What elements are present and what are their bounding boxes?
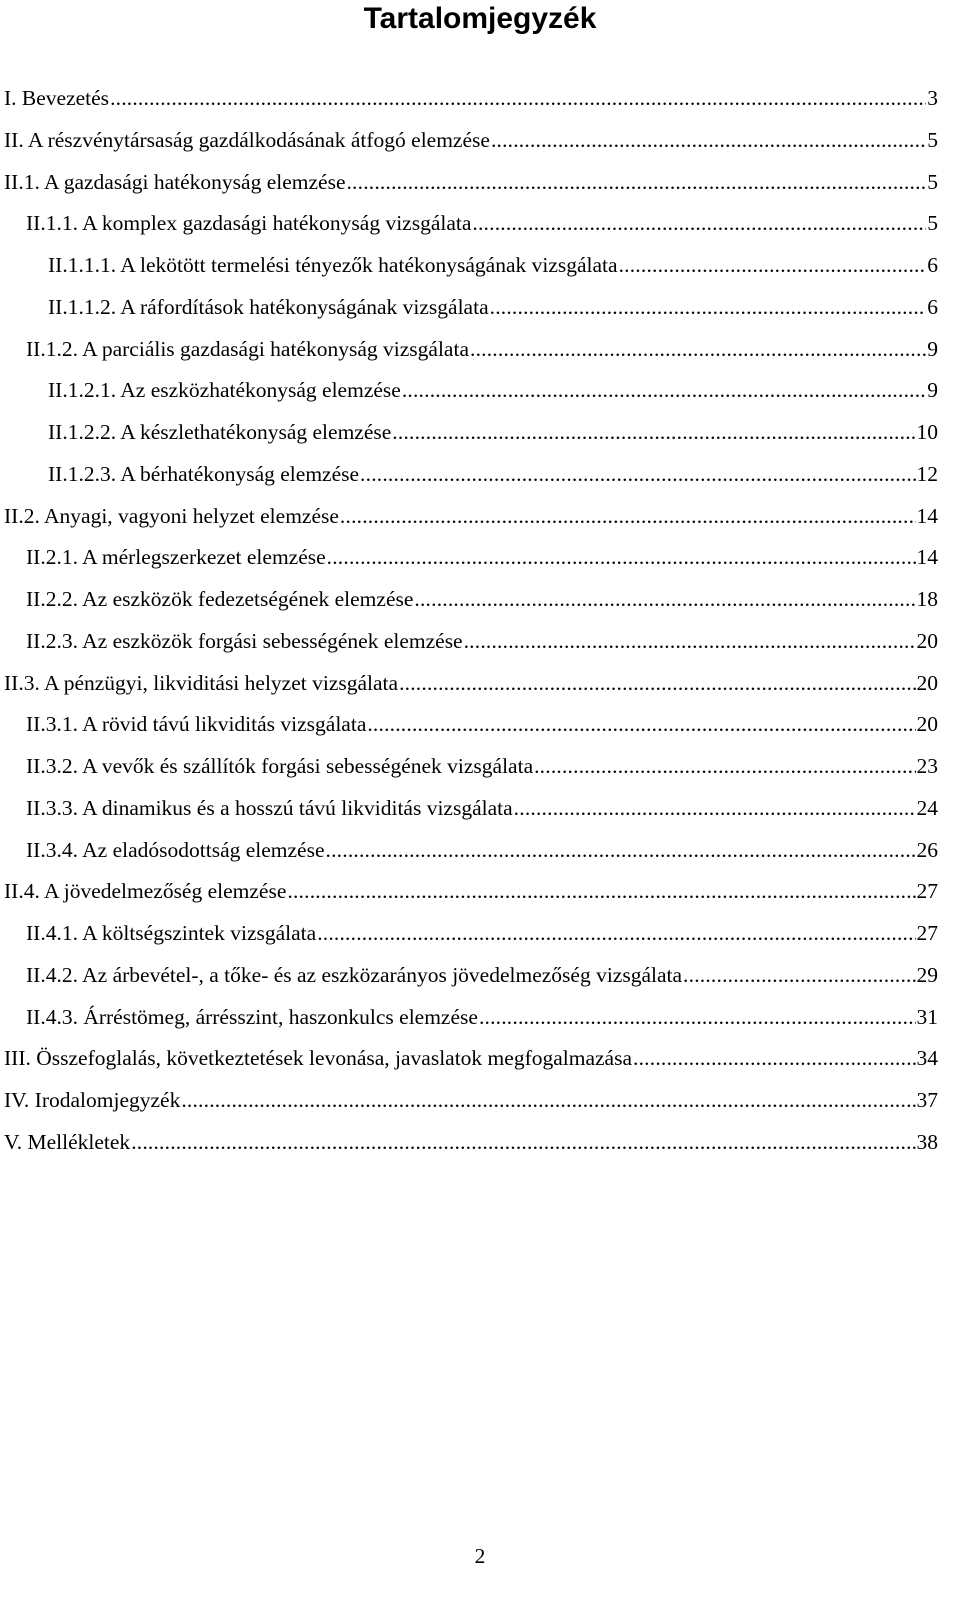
toc-entry[interactable] bbox=[4, 746, 938, 788]
toc-entry-label: V. Mellékletek bbox=[4, 1129, 131, 1154]
toc-entry-label: II.1.1.2. A ráfordítások hatékonyságának vizsgálata bbox=[48, 294, 489, 319]
toc-entry-page: 37 bbox=[916, 1088, 938, 1112]
toc-entry[interactable] bbox=[4, 663, 938, 705]
toc-entry-page: 27 bbox=[916, 879, 938, 904]
toc-entry-label: I. Bevezetés bbox=[4, 86, 110, 110]
dot-leader bbox=[479, 997, 916, 1039]
dot-leader bbox=[514, 788, 916, 830]
toc-entry-label: II.2.2. Az eszközök fedezetségének elemzése bbox=[26, 587, 414, 611]
toc-entry-page: 5 bbox=[927, 127, 938, 152]
dot-leader bbox=[534, 746, 915, 788]
toc-entry-label: III. Összefoglalás, következtetések levonása, javaslatok megfogalmazása bbox=[4, 1046, 633, 1071]
toc-entry-page: 31 bbox=[916, 1004, 938, 1029]
toc-entry-page: 29 bbox=[916, 962, 938, 987]
dot-leader bbox=[317, 913, 915, 955]
toc-entry-label: II.1.1. A komplex gazdasági hatékonyság vizsgálata bbox=[26, 211, 472, 236]
toc-entry[interactable] bbox=[4, 1080, 938, 1122]
toc-entry-label: II.3.4. Az eladósodottság elemzése bbox=[26, 837, 325, 862]
toc-entry-label: II.1.2.3. A bérhatékonyság elemzése bbox=[48, 461, 360, 486]
toc-entry-label: II.2.3. Az eszközök forgási sebességének elemzése bbox=[26, 628, 463, 653]
dot-leader bbox=[367, 704, 915, 746]
toc-entry-page: 9 bbox=[927, 336, 938, 361]
toc-entry-label: II.1.2. A parciális gazdasági hatékonyság vizsgálata bbox=[26, 336, 469, 361]
toc-entry[interactable] bbox=[4, 579, 938, 621]
dot-leader bbox=[490, 287, 927, 329]
toc-entry-page: 10 bbox=[916, 420, 938, 444]
dot-leader bbox=[683, 955, 915, 997]
dot-leader bbox=[633, 1038, 915, 1080]
toc-entry-page: 26 bbox=[916, 837, 938, 862]
toc-entry-page: 20 bbox=[916, 712, 938, 737]
toc-entry-page: 20 bbox=[916, 670, 938, 695]
toc-entry-label: II. A részvénytársaság gazdálkodásának átfogó elemzése bbox=[4, 127, 490, 152]
toc-entry[interactable] bbox=[4, 537, 938, 579]
toc-entry[interactable] bbox=[4, 871, 938, 913]
dot-leader bbox=[131, 1122, 915, 1164]
toc-entry-page: 6 bbox=[927, 253, 938, 277]
dot-leader bbox=[414, 579, 915, 621]
toc-entry-page: 12 bbox=[916, 461, 938, 486]
dot-leader bbox=[392, 412, 915, 454]
toc-entry[interactable] bbox=[4, 913, 938, 955]
toc-entry[interactable] bbox=[4, 329, 938, 371]
table-of-contents bbox=[4, 78, 938, 1164]
toc-entry-label: II.1. A gazdasági hatékonyság elemzése bbox=[4, 169, 346, 194]
toc-entry-label: II.2. Anyagi, vagyoni helyzet elemzése bbox=[4, 503, 339, 528]
toc-entry-label: IV. Irodalomjegyzék bbox=[4, 1088, 181, 1112]
toc-entry-page: 24 bbox=[916, 795, 938, 820]
toc-entry[interactable] bbox=[4, 830, 938, 872]
toc-entry-label: II.4.3. Árréstömeg, árrésszint, haszonkulcs elemzése bbox=[26, 1004, 478, 1029]
toc-entry-page: 5 bbox=[927, 169, 938, 194]
page-title: Tartalomjegyzék bbox=[363, 2, 597, 35]
toc-entry-page: 23 bbox=[916, 754, 938, 778]
dot-leader bbox=[360, 454, 915, 496]
toc-entry-label: II.3.3. A dinamikus és a hosszú távú likviditás vizsgálata bbox=[26, 795, 513, 820]
toc-entry-page: 34 bbox=[916, 1046, 938, 1071]
toc-entry-label: II.4.2. Az árbevétel-, a tőke- és az eszközarányos jövedelmezőség vizsgálata bbox=[26, 962, 683, 987]
toc-entry-label: II.1.1.1. A lekötött termelési tényezők hatékonyságának vizsgálata bbox=[48, 253, 618, 277]
toc-entry[interactable] bbox=[4, 621, 938, 663]
toc-entry[interactable] bbox=[4, 370, 938, 412]
toc-entry-label: II.3.2. A vevők és szállítók forgási sebességének vizsgálata bbox=[26, 754, 534, 778]
toc-entry[interactable] bbox=[4, 162, 938, 204]
toc-entry-page: 9 bbox=[927, 378, 938, 403]
toc-entry-page: 18 bbox=[916, 587, 938, 611]
dot-leader bbox=[472, 203, 926, 245]
toc-entry[interactable] bbox=[4, 1122, 938, 1164]
dot-leader bbox=[326, 830, 916, 872]
dot-leader bbox=[470, 329, 926, 371]
dot-leader bbox=[181, 1080, 915, 1122]
dot-leader bbox=[287, 871, 915, 913]
dot-leader bbox=[110, 78, 926, 120]
dot-leader bbox=[327, 537, 916, 579]
toc-entry-label: II.4.1. A költségszintek vizsgálata bbox=[26, 921, 317, 945]
toc-entry[interactable] bbox=[4, 997, 938, 1039]
toc-entry-page: 5 bbox=[927, 211, 938, 236]
toc-entry[interactable] bbox=[4, 245, 938, 287]
toc-entry-page: 27 bbox=[916, 921, 938, 945]
toc-entry[interactable] bbox=[4, 287, 938, 329]
dot-leader bbox=[399, 663, 915, 705]
toc-entry[interactable] bbox=[4, 120, 938, 162]
toc-entry[interactable] bbox=[4, 412, 938, 454]
toc-entry[interactable] bbox=[4, 955, 938, 997]
toc-entry[interactable] bbox=[4, 203, 938, 245]
toc-entry-page: 6 bbox=[927, 294, 938, 319]
toc-entry-label: II.3. A pénzügyi, likviditási helyzet vizsgálata bbox=[4, 670, 399, 695]
toc-entry[interactable] bbox=[4, 78, 938, 120]
toc-entry-label: II.4. A jövedelmezőség elemzése bbox=[4, 879, 287, 904]
toc-entry-label: II.1.2.2. A készlethatékonyság elemzése bbox=[48, 420, 392, 444]
dot-leader bbox=[464, 621, 916, 663]
dot-leader bbox=[340, 496, 916, 538]
dot-leader bbox=[619, 245, 927, 287]
toc-entry-page: 14 bbox=[916, 545, 938, 570]
toc-entry[interactable] bbox=[4, 454, 938, 496]
toc-entry-page: 20 bbox=[916, 628, 938, 653]
toc-entry-label: II.1.2.1. Az eszközhatékonyság elemzése bbox=[48, 378, 401, 403]
toc-entry-label: II.2.1. A mérlegszerkezet elemzése bbox=[26, 545, 326, 570]
toc-entry-page: 3 bbox=[927, 86, 938, 110]
toc-entry[interactable] bbox=[4, 704, 938, 746]
page-number: 2 bbox=[474, 1544, 486, 1568]
toc-entry[interactable] bbox=[4, 1038, 938, 1080]
dot-leader bbox=[402, 370, 926, 412]
toc-entry[interactable] bbox=[4, 788, 938, 830]
toc-entry-page: 14 bbox=[916, 503, 938, 528]
dot-leader bbox=[491, 120, 926, 162]
toc-entry-page: 38 bbox=[916, 1129, 938, 1154]
toc-entry-label: II.3.1. A rövid távú likviditás vizsgálata bbox=[26, 712, 367, 737]
dot-leader bbox=[346, 162, 926, 204]
toc-entry[interactable] bbox=[4, 496, 938, 538]
